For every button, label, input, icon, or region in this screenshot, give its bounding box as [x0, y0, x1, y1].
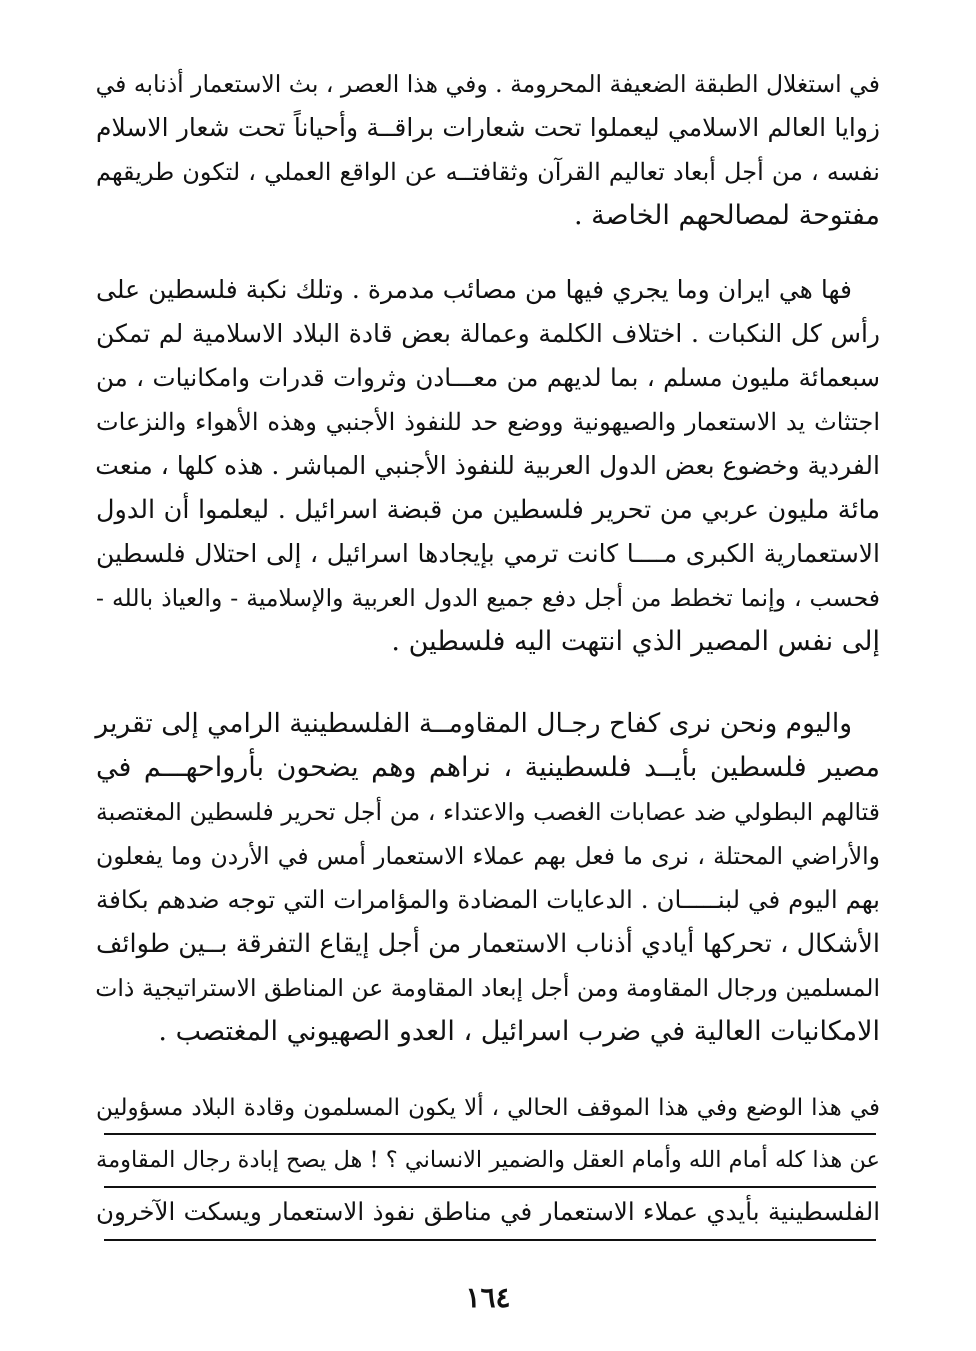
text-line: فحسب ، وإنما تخطط من أجل دفع جميع الدول العربية والإسلامية - والعياذ بالله -: [96, 584, 880, 612]
text-line: الاستعمارية الكبرى مــــا كانت ترمي بإيجادها اسرائيل ، إلى احتلال فلسطين: [96, 539, 880, 568]
text-line: المسلمين ورجال المقاومة ومن أجل إبعاد المقاومة عن المناطق الاستراتيجية ذات: [95, 974, 880, 1002]
text-line: مائة مليون عربي من تحرير فلسطين من قبضة اسرائيل . ليعلموا أن الدول: [96, 495, 880, 525]
text-line: قتالهم البطولي ضد عصابات الغصب والاعتداء ، من أجل تحرير فلسطين المغتصبة: [96, 798, 880, 826]
text-line: مفتوحة لمصالحهم الخاصة .: [573, 200, 880, 231]
paragraph-3: [96, 702, 880, 1054]
text-line: اجتثاث يد الاستعمار والصيهونية ووضع حد للنفوذ الأجنبي وهذه الأهواء والنزعات: [96, 408, 880, 436]
text-line: الفلسطينية بأيدي عملاء الاستعمار في مناطق نفوذ الاستعمار ويسكت الآخرون: [96, 1197, 880, 1226]
text-line: مصير فلسطين بأيــد فلسطينية ، نراهم وهم يضحون بأرواحهـــم في: [96, 752, 880, 783]
text-line: الأشكال ، تحركها أيادي أذناب الاستعمار من أجل إيقاع التفرقة بــين طوائف: [96, 929, 880, 959]
text-line: إلى نفس المصير الذي انتهت اليه فلسطين .: [391, 626, 880, 657]
text-line: والأراضي المحتلة ، نرى ما فعل بهم عملاء الاستعمار أمس في الأردن وما يفعلون: [96, 842, 880, 870]
underline-rule: [104, 1186, 876, 1188]
text-line: فها هي ايران وما يجري فيها من مصائب مدمرة . وتلك نكبة فلسطين على: [96, 275, 852, 304]
paragraph-1: [96, 62, 880, 238]
text-line: واليوم ونحن نرى كفاح رجـال المقاومــة الفلسطينية الرامي إلى تقرير: [95, 708, 852, 739]
text-line: زوايا العالم الاسلامي ليعملوا تحت شعارات براقــة وأحياناً تحت شعار الاسلام: [96, 113, 880, 142]
text-line: عن هذا كله أمام الله وأمام العقل والضمير الانساني ؟ ! هل يصح إبادة رجال المقاومة: [96, 1147, 880, 1173]
text-line: الامكانيات العالية في ضرب اسرائيل ، العدو الصهيوني المغتصب .: [158, 1016, 880, 1047]
underline-rule: [104, 1239, 876, 1241]
paragraph-2: [96, 268, 880, 664]
text-line: نفسه ، من أجل أبعاد تعاليم القرآن وثقافتــه عن الواقع العملي ، لتكون طريقهم: [96, 158, 880, 186]
text-line: رأس كل النكبات . اختلاف الكلمة وعمالة بعض قادة البلاد الاسلامية لم تمكن: [96, 319, 880, 348]
paragraph-4-underlined: [96, 1086, 880, 1242]
text-line: الفردية وخضوع بعض الدول العربية للنفوذ الأجنبي المباشر . هذه كلها ، منعت: [95, 451, 880, 480]
page-number: ١٦٤: [465, 1281, 511, 1314]
underline-rule: [104, 1133, 876, 1135]
text-line: بهم اليوم في لبنـــــان . الدعايات المضادة والمؤامرات التي توجه ضدهم بكافة: [96, 885, 880, 914]
text-line: سبعمائة مليون مسلم ، بما لديهم من معـــادن وثروات قدرات وامكانيات ، من: [96, 363, 880, 392]
text-line: في هذا الوضع وفي هذا الموقف الحالي ، ألا يكون المسلمون وقادة البلاد مسؤولين: [96, 1095, 880, 1121]
text-line: في استغلال الطبقة الضعيفة المحرومة . وفي هذا العصر ، بث الاستعمار أذنابه في: [95, 70, 880, 98]
